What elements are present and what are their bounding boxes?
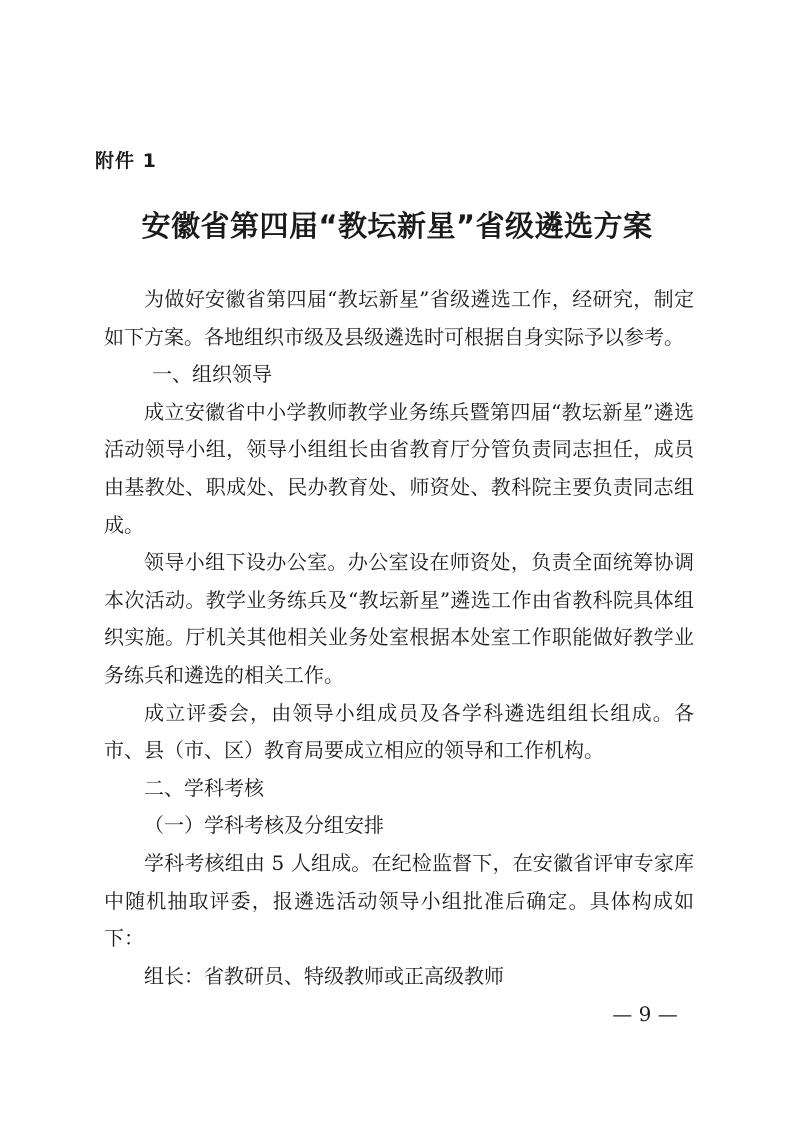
intro-paragraph: 为做好安徽省第四届“教坛新星”省级遴选工作，经研究，制定如下方案。各地组织市级及县级遴选时可根据自身实际予以参考。 (104, 287, 694, 349)
office-paragraph: 领导小组下设办公室。办公室设在师资处，负责全面统筹协调本次活动。教学业务练兵及“教坛新星”遴选工作由省教科院具体组织实施。厅机关其他相关业务处室根据本处室工作职能做好教学业务练兵和遴选的相关工作。 (104, 550, 694, 687)
subsection-heading-grouping: （一）学科考核及分组安排 (144, 813, 384, 838)
section-heading-assessment: 二、学科考核 (144, 775, 264, 800)
leadership-group-paragraph: 成立安徽省中小学教师教学业务练兵暨第四届“教坛新星”遴选活动领导小组，领导小组组长由省教育厅分管负责同志担任，成员由基教处、职成处、民办教育处、师资处、教科院主要负责同志组成。 (104, 399, 694, 537)
section-heading-organization: 一、组织领导 (152, 362, 272, 387)
assessment-group-paragraph: 学科考核组由 5 人组成。在纪检监督下，在安徽省评审专家库中随机抽取评委，报遴选活动领导小组批准后确定。具体构成如下： (104, 850, 694, 951)
group-leader-paragraph: 组长：省教研员、特级教师或正高级教师 (144, 963, 504, 988)
committee-paragraph: 成立评委会，由领导小组成员及各学科遴选组组长组成。各市、县（市、区）教育局要成立相应的领导和工作机构。 (104, 700, 694, 763)
page-number: — 9 — (612, 1002, 678, 1026)
document-body (104, 281, 694, 995)
document-title: 安徽省第四届“教坛新星”省级遴选方案 (141, 209, 653, 243)
attachment-label: 附件 1 (95, 150, 157, 172)
